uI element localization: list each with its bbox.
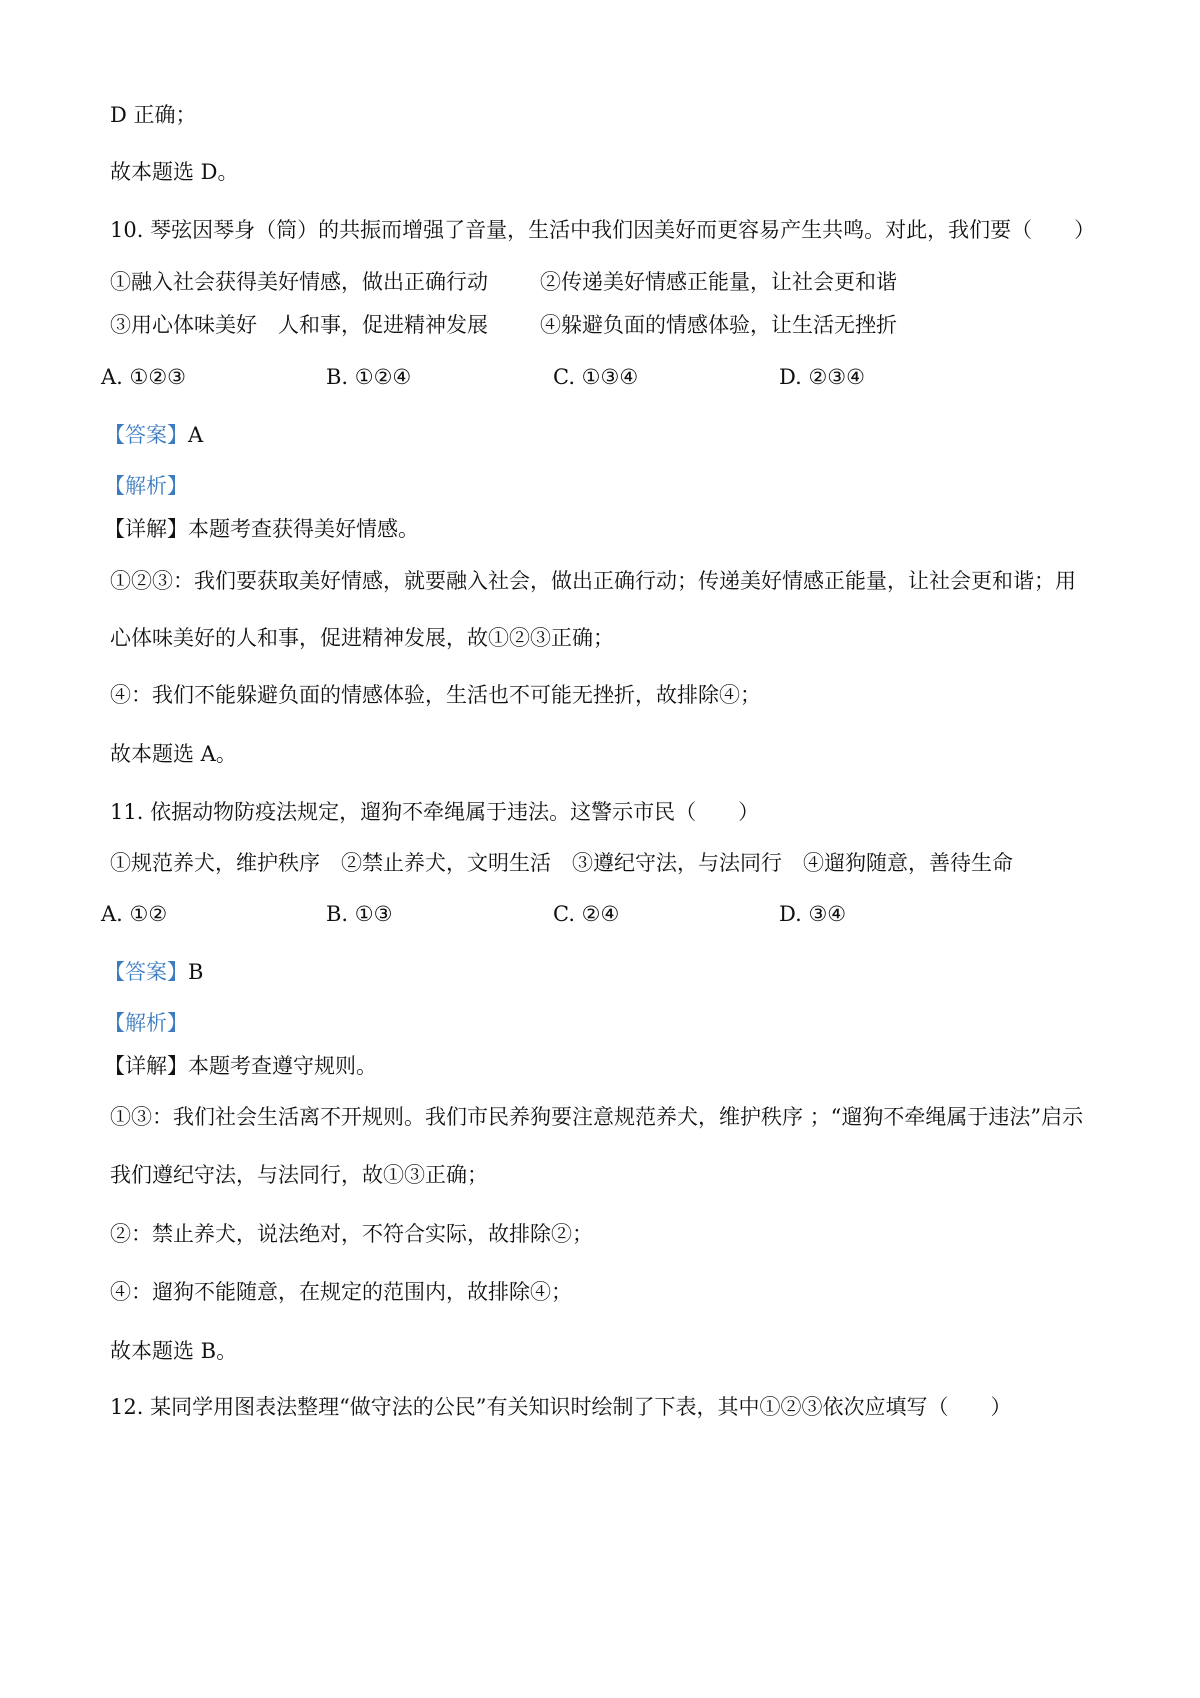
q10-stem: 10. 琴弦因琴身（筒）的共振而增强了音量，生活中我们因美好而更容易产生共鸣。对此，我们要（ ） [110, 218, 1096, 242]
q11-stem: 11. 依据动物防疫法规定，遛狗不牵绳属于违法。这警示市民（ ） [110, 800, 760, 824]
analysis-tag: 【解析】 [104, 474, 188, 498]
answer-value: B [188, 960, 204, 984]
q10-explanation-1: ①②③：我们要获取美好情感，就要融入社会，做出正确行动；传递美好情感正能量，让社会更和谐；用 [110, 569, 1076, 593]
q10-item-1: ①融入社会获得美好情感，做出正确行动 [110, 270, 488, 294]
q10-item-3: ③用心体味美好 人和事，促进精神发展 [110, 313, 488, 337]
q11-option-b: B. ①③ [326, 902, 393, 926]
q12-stem: 12. 某同学用图表法整理“做守法的公民”有关知识时绘制了下表，其中①②③依次应填写（ ） [110, 1395, 1012, 1419]
q10-conclusion: 故本题选 A。 [110, 742, 237, 766]
q10-option-a: A. ①②③ [101, 365, 186, 389]
q10-option-c: C. ①③④ [553, 365, 639, 389]
q10-explanation-2: 心体味美好的人和事，促进精神发展，故①②③正确； [110, 626, 614, 650]
q10-option-d: D. ②③④ [779, 365, 865, 389]
q11-explanation-3: ②：禁止养犬，说法绝对，不符合实际，故排除②； [110, 1222, 593, 1246]
answer-tag: 【答案】 [104, 423, 188, 447]
q10-item-2: ②传递美好情感正能量，让社会更和谐 [540, 270, 897, 294]
q11-option-a: A. ①② [101, 902, 168, 926]
q11-option-c: C. ②④ [553, 902, 620, 926]
q11-explanation-4: ④：遛狗不能随意，在规定的范围内，故排除④； [110, 1280, 572, 1304]
q10-answer-row [104, 421, 203, 449]
q11-conclusion: 故本题选 B。 [110, 1339, 238, 1363]
answer-tag: 【答案】 [104, 960, 188, 984]
answer-value: A [188, 423, 204, 447]
q10-explanation-3: ④：我们不能躲避负面的情感体验，生活也不可能无挫折，故排除④； [110, 683, 761, 707]
analysis-tag: 【解析】 [104, 1011, 188, 1035]
q10-option-b: B. ①②④ [326, 365, 412, 389]
q11-items: ①规范养犬，维护秩序 ②禁止养犬，文明生活 ③遵纪守法，与法同行 ④遛狗随意，善待生命 [110, 851, 1013, 875]
q10-detail: 【详解】本题考查获得美好情感。 [104, 517, 419, 541]
q10-item-4: ④躲避负面的情感体验，让生活无挫折 [540, 313, 897, 337]
q11-option-d: D. ③④ [779, 902, 847, 926]
q11-detail: 【详解】本题考查遵守规则。 [104, 1054, 377, 1078]
q9-conclusion: 故本题选 D。 [110, 160, 239, 184]
q9-tail-line: D 正确； [110, 103, 197, 127]
q11-explanation-1: ①③：我们社会生活离不开规则。我们市民养狗要注意规范养犬，维护秩序 ；“遛狗不牵绳属于违法”启示 [110, 1105, 1084, 1129]
q11-explanation-2: 我们遵纪守法，与法同行，故①③正确； [110, 1163, 488, 1187]
q11-answer-row [104, 958, 203, 986]
